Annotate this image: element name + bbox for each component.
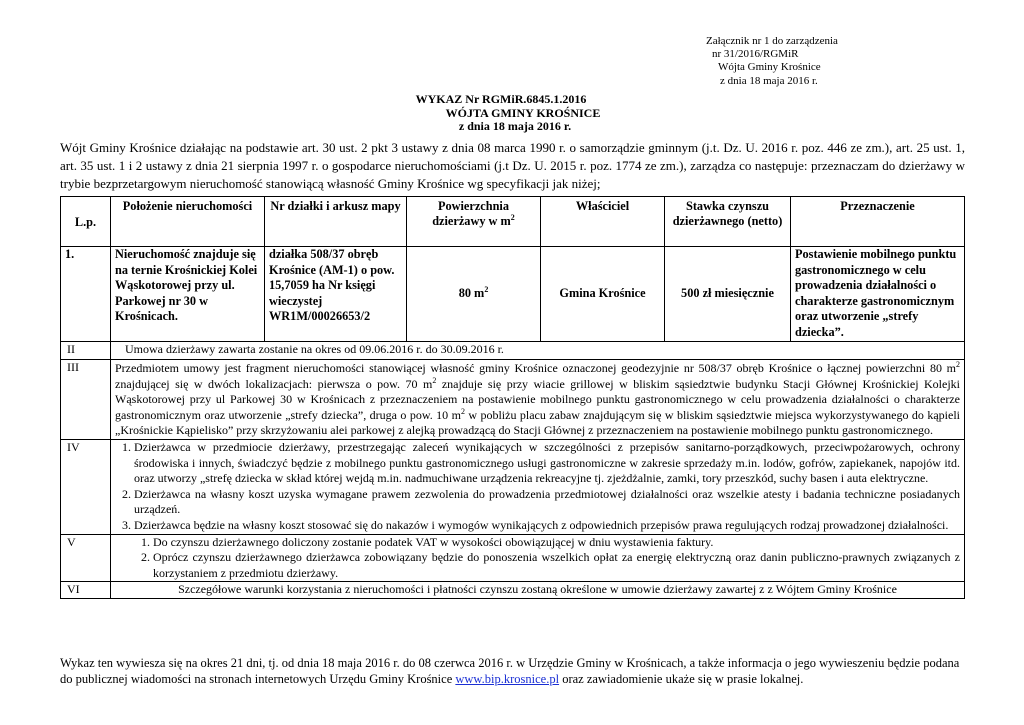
header-purpose: Przeznaczenie bbox=[791, 197, 965, 247]
subject-sup-3: 2 bbox=[460, 406, 465, 416]
annex-line: nr 31/2016/RGMiR bbox=[712, 48, 799, 61]
heading-authority: WÓJTA GMINY KROŚNICE bbox=[445, 105, 601, 120]
header-area-text: Powierzchnia dzierżawy w m bbox=[432, 199, 511, 229]
subject-text-3: znajduje się przy wiacie grillowej w bliskim sąsiedztwie budynku Stacji Głównej Krośnickiej Kolejki Wąskotorowej przy ul Parkowej 30 w Krośnicach z przeznaczeniem na postawienie mobilnego punktu gastronomicznego w celu prowadzenia działalności o charakterze gastronomicznym oraz utworzenie „strefy dziecka”, druga o pow. 10 m bbox=[115, 376, 960, 422]
header-location: Położenie nieruchomości bbox=[111, 197, 265, 247]
header-area bbox=[407, 197, 541, 247]
row-label: V bbox=[61, 534, 111, 582]
annex-line: z dnia 18 maja 2016 r. bbox=[720, 74, 818, 87]
table-row bbox=[61, 247, 965, 342]
header-owner: Właściciel bbox=[541, 197, 665, 247]
lease-period-text: Umowa dzierżawy zawarta zostanie na okres od 09.06.2016 r. do 30.09.2016 r. bbox=[111, 342, 965, 360]
header-plot: Nr działki i arkusz mapy bbox=[265, 197, 407, 247]
cell-rate: 500 zł miesięcznie bbox=[665, 247, 791, 342]
table-row bbox=[61, 534, 965, 582]
annex-line: Wójta Gminy Krośnice bbox=[718, 61, 821, 74]
table-row bbox=[61, 439, 965, 534]
obligations-list bbox=[111, 439, 965, 534]
table-row bbox=[61, 582, 965, 599]
document-heading bbox=[330, 93, 750, 134]
footer-text-2: oraz zawiadomienie ukaże się w prasie lokalnej. bbox=[559, 672, 804, 687]
table-row bbox=[61, 360, 965, 440]
cell-area bbox=[407, 247, 541, 342]
subject-text-2: znajdującej się w dwóch lokalizacjach: pierwsza o pow. 70 m bbox=[115, 376, 433, 391]
specification-table bbox=[60, 196, 965, 599]
row-label: II bbox=[61, 342, 111, 360]
row-number: 1. bbox=[61, 247, 111, 342]
intro-paragraph: Wójt Gminy Krośnice działając na podstawie art. 30 ust. 2 pkt 3 ustawy z dnia 08 marca 1990 r. o samorządzie gminnym (j.t. Dz. U. 2016 r. poz. 446 ze zm.), art. 25 ust. 1, art. 35 ust. 1 i 2 ustawy z dnia 21 sierpnia 1997 r. o gospodarce nieruchomościami (j.t Dz. U. 2015 r. poz. 1774 ze zm.), zarządza co następuje: przeznaczam do dzierżawy w trybie bezprzetargowym nieruchomość stanowiącą własność Gminy Krośnice wg specyfikacji jak niżej; bbox=[60, 140, 965, 191]
cell-area-sup: 2 bbox=[484, 285, 489, 295]
cell-owner: Gmina Krośnice bbox=[541, 247, 665, 342]
list-item: 2. Oprócz czynszu dzierżawnego dzierżawca zobowiązany będzie do ponoszenia wszelkich opłat za energię elektryczną oraz danin publiczno-prawnych związanych z korzystaniem z przedmiotu dzierżawy. bbox=[153, 550, 960, 581]
header-lp: L.p. bbox=[61, 197, 111, 247]
cell-location: Nieruchomość znajduje się na ternie Krośnickiej Kolei Wąskotorowej przy ul. Parkowej nr 30 w Krośnicach. bbox=[111, 247, 265, 342]
list-item: 1. Dzierżawca w przedmiocie dzierżawy, przestrzegając zaleceń wynikających w szczególności z przepisów sanitarno-porządkowych, przeciwpożarowych, ochrony środowiska i innych, świadczyć będzie z mobilnego punktu gastronomicznego usługi gastronomiczne w zakresie sprzedaży m.in. lodów, gofrów, zapiekanek, napojów itd. oraz utworzy „strefę dziecka w skład której wejdą m.in. nadmuchiwane urządzenia rekreacyjne tj. zjeżdżalnie, zamki, tory przeszkód, suchy basen i auta elektryczne. bbox=[134, 440, 960, 487]
fees-list bbox=[111, 534, 965, 582]
row-label: VI bbox=[61, 582, 111, 599]
cell-area-text: 80 m bbox=[458, 286, 485, 301]
header-rate: Stawka czynszu dzierżawnego (netto) bbox=[665, 197, 791, 247]
footer-text-1: Wykaz ten wywiesza się na okres 21 dni, tj. od dnia 18 maja 2016 r. do 08 czerwca 2016 r. w Urzędzie Gminy w Krośnicach, a także informacja o jego wywieszeniu będzie podana do publicznej wiadomości na stronach internetowych Urzędu Gminy Krośnice bbox=[60, 656, 960, 687]
table-header-row bbox=[61, 197, 965, 247]
list-item: 2. Dzierżawca na własny koszt uzyska wymagane prawem zezwolenia do prowadzenia przedmiotowej działalności oraz wszelkie atesty i badania techniczne posiadanych urządzeń. bbox=[134, 487, 960, 518]
cell-plot: działka 508/37 obręb Krośnice (AM-1) o pow. 15,7059 ha Nr księgi wieczystej WR1M/00026653/2 bbox=[265, 247, 407, 342]
subject-sup-1: 2 bbox=[956, 360, 960, 369]
subject-text-4: w pobliżu placu zabaw znajdującym się w bliskim sąsiedztwie miejsca wykorzystywanego do kąpieli „Krośnickie Kąpielisko” przy skrzyżowaniu alei parkowej z alejką prowadzącą do Stacji Głównej z przeznaczeniem na postawienie mobilnego punktu gastronomicznego. bbox=[115, 407, 961, 438]
header-area-sup: 2 bbox=[510, 213, 515, 223]
terms-text: Szczegółowe warunki korzystania z nieruchomości i płatności czynszu zostaną określone w umowie dzierżawy zawartej z z Wójtem Gminy Krośnice bbox=[111, 582, 965, 599]
footer-paragraph bbox=[60, 655, 965, 687]
row-label: IV bbox=[61, 439, 111, 534]
subject-text-1: Przedmiotem umowy jest fragment nieruchomości stanowiącej własność gminy Krośnice oznaczonej geodezyjnie nr 508/37 obręb Krośnice o łącznej powierzchni 80 m bbox=[115, 361, 956, 375]
subject-description bbox=[111, 360, 965, 440]
list-item: 3. Dzierżawca będzie na własny koszt stosować się do nakazów i wymogów wynikających z odpowiednich przepisów prawa regulujących rodzaj prowadzonej działalności. bbox=[134, 518, 960, 534]
heading-date: z dnia 18 maja 2016 r. bbox=[458, 119, 572, 134]
list-item: 1. Do czynszu dzierżawnego doliczony zostanie podatek VAT w wysokości obowiązującej w dniu wystawienia faktury. bbox=[153, 535, 960, 551]
subject-sup-2: 2 bbox=[432, 375, 437, 385]
annex-note bbox=[694, 35, 934, 88]
cell-purpose: Postawienie mobilnego punktu gastronomicznego w celu prowadzenia działalności o charakterze gastronomicznym oraz utworzenie „strefy dziecka”. bbox=[791, 247, 965, 342]
table-row bbox=[61, 342, 965, 360]
bip-link[interactable]: www.bip.krosnice.pl bbox=[455, 672, 560, 687]
annex-line: Załącznik nr 1 do zarządzenia bbox=[706, 35, 838, 47]
row-label: III bbox=[61, 360, 111, 440]
heading-title: WYKAZ Nr RGMiR.6845.1.2016 bbox=[415, 92, 587, 106]
